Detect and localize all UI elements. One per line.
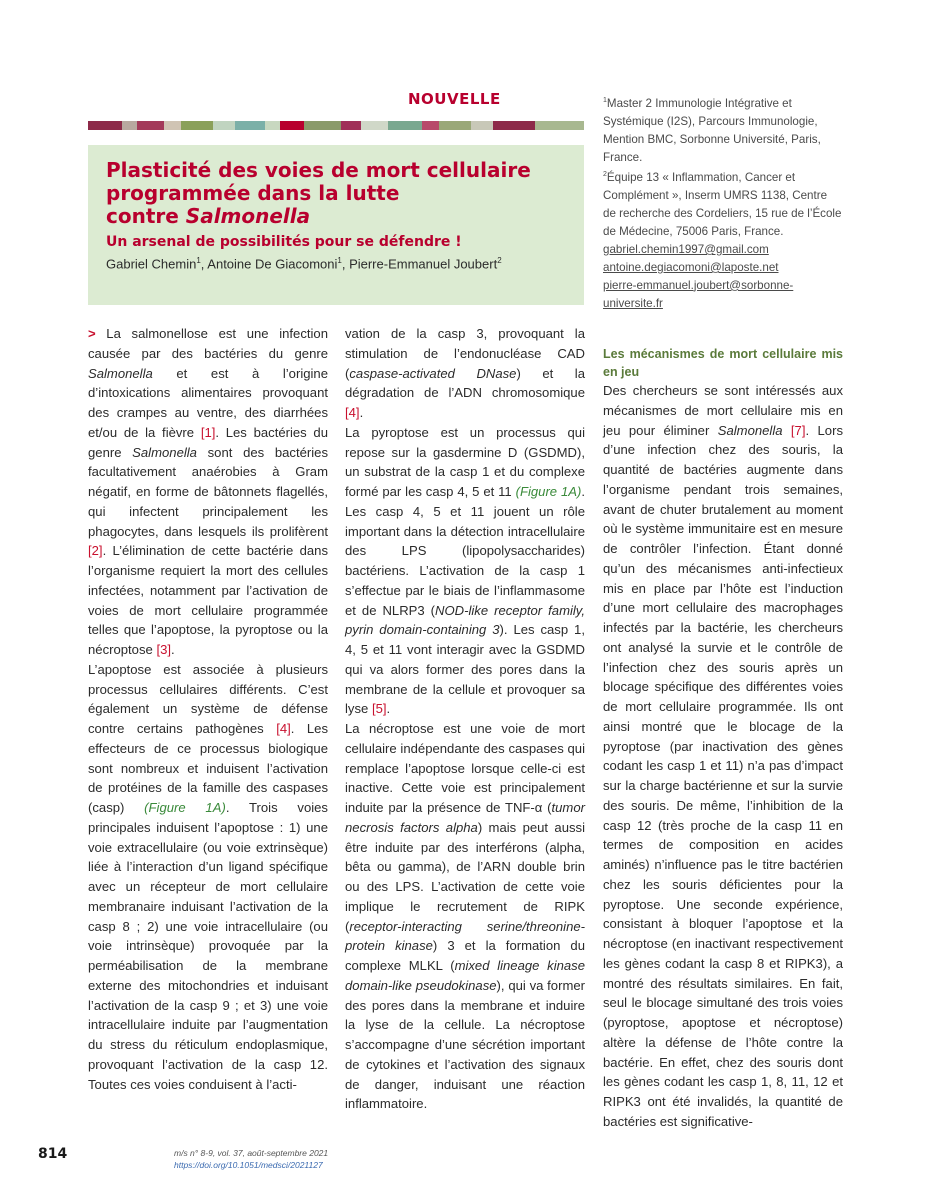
text-run: sont des bactéries facultativement anaérobies à Gram négatif, en forme de bâtonnets flagellés, qui infectent principalement les phagocytes, dans lesquels ils prolifèrent	[88, 444, 328, 539]
decorative-color-stripe	[88, 121, 584, 130]
text-run-italic: tumor necrosis factors alpha	[345, 800, 585, 835]
email-link[interactable]: gabriel.chemin1997@gmail.com	[603, 242, 769, 256]
citation-link[interactable]: [3]	[156, 642, 171, 657]
author-affiliation-marker: 2	[497, 256, 502, 265]
text-run: . L’élimination de cette bactérie dans l’organisme requiert la mort des cellules infectées, notamment par l’activation de voies de mort cellulaire programmée telles que l’apoptose, la pyroptose ou la nécroptose	[88, 543, 328, 657]
email-link[interactable]: antoine.degiacomoni@laposte.net	[603, 260, 779, 274]
text-run: .	[359, 405, 364, 420]
stripe-segment	[181, 121, 213, 130]
intro-arrow-icon: >	[88, 326, 96, 341]
figure-reference-link[interactable]: (Figure 1A)	[144, 800, 226, 815]
stripe-segment	[213, 121, 235, 130]
stripe-segment	[361, 121, 388, 130]
doi-link[interactable]: https://doi.org/10.1051/medsci/2021127	[174, 1160, 323, 1170]
stripe-segment	[137, 121, 164, 130]
figure-reference-link[interactable]: (Figure 1A)	[515, 484, 582, 499]
author-name: Gabriel Chemin	[106, 256, 197, 272]
author-list	[106, 256, 566, 271]
text-run: La salmonellose est une infection causée par des bactéries du genre	[88, 326, 328, 361]
stripe-segment	[422, 121, 439, 130]
journal-citation: m/s n° 8-9, vol. 37, août-septembre 2021	[174, 1148, 329, 1158]
paragraph	[345, 719, 585, 1114]
text-run: . Les bactéries du genre	[88, 424, 328, 460]
affiliation-2	[603, 166, 843, 240]
text-run: . Lors d’une infection chez des souris, la quantité de bactéries augmente dans l’organisme pendant trois semaines, avant de chuter brutalement au moment où le système immunitaire est en mesure de contrôler l’infection. Étant donné qu’un des mécanismes anti-infectieux mis en place par l’hôte est l’induction d’une mort cellulaire des macrophages infectés par la bactérie, les chercheurs ont analysé la survie et le contrôle de l’infection chez des souris après un blocage spécifique des différentes voies de mort cellulaire programmée. Ils ont ainsi montré que le blocage de la pyroptose (par inactivation des gènes codant les casp 1 et 11) n’a pas d’impact sur la charge bactérienne et sur la survie des souris. De même, l’inhibition de la casp 12 (très proche de la casp 11 en termes de composition en acides aminés) n’influence pas le titre bactérien chez les souris déficientes pour la pyroptose. Une seconde expérience, consistant à bloquer l’apoptose et la nécroptose (en inactivant respectivement les gènes codant la casp 8 et RIPK3), a montré des résultats similaires. En fait, seul le blocage simultané des trois voies (pyroptose, apoptose et nécroptose) altère la défense de l’hôte contre la bactérie. En effet, chez des souris dont les gènes codant les casp 1, 8, 11, 12 et RIPK3 ont été invalidés, la quantité de bactéries est significative-	[603, 422, 843, 1129]
title-line-3-italic: Salmonella	[185, 204, 311, 228]
affiliation-1	[603, 92, 843, 166]
text-run: ) 3 et la formation du complexe MLKL (	[345, 938, 585, 973]
text-run: ) mais peut aussi être induite par des interférons (alpha, bêta ou gamma), de l’ARN double brin ou des LPS. L’activation de cette voie implique le recrutement de RIPK (	[345, 819, 585, 934]
author-name: Pierre-Emmanuel Joubert	[349, 256, 498, 272]
title-line-2: programmée dans la lutte	[106, 181, 400, 205]
affiliation-marker: 2	[603, 171, 607, 179]
text-run-italic: NOD-like receptor family, pyrin domain-containing 3	[345, 602, 586, 638]
text-run: Des chercheurs se sont intéressés aux mécanismes de mort cellulaire mis en jeu pour éliminer	[603, 383, 843, 438]
text-run-italic: receptor-interacting serine/threonine-protein kinase	[345, 918, 585, 954]
stripe-segment	[265, 121, 280, 130]
text-run-italic: Salmonella	[88, 365, 153, 381]
title-line-1: Plasticité des voies de mort cellulaire	[106, 158, 531, 182]
stripe-segment	[493, 121, 535, 130]
stripe-segment	[535, 121, 584, 130]
stripe-segment	[341, 121, 361, 130]
affiliation-text: Équipe 13 « Inflammation, Cancer et Complément », Inserm UMRS 1138, Centre de recherche des Cordeliers, 15 rue de l’École de Médecine, 75006 Paris, France.	[603, 171, 842, 239]
author-separator: ,	[341, 256, 350, 272]
citation-link[interactable]: [4]	[345, 405, 360, 420]
paragraph	[345, 324, 585, 423]
text-run: vation de la casp 3, provoquant la stimulation de l’endonucléase CAD (	[345, 326, 585, 381]
text-run: . Les effecteurs de ce processus biologique sont nombreux et induisent l’activation de protéines de la famille des caspases (casp)	[88, 721, 328, 815]
citation-link[interactable]: [1]	[200, 424, 216, 440]
citation-link[interactable]: [4]	[276, 721, 291, 736]
author-affiliation-marker: 1	[196, 256, 201, 265]
text-column-2	[345, 324, 585, 1114]
paragraph	[88, 324, 328, 660]
text-run: .	[171, 642, 175, 657]
stripe-segment	[439, 121, 471, 130]
text-run: La pyroptose est un processus qui repose sur la gasdermine D (GSDMD), un substrat de la casp 1 et du complexe formé par les casp 4, 5 et 11	[345, 424, 585, 499]
text-column-3	[603, 346, 843, 1132]
stripe-segment	[304, 121, 341, 130]
title-block	[88, 145, 584, 305]
stripe-segment	[471, 121, 493, 130]
affiliations	[603, 92, 843, 313]
stripe-segment	[235, 121, 264, 130]
text-run: .	[386, 701, 391, 717]
text-run-italic: Salmonella	[717, 422, 783, 438]
stripe-segment	[122, 121, 137, 130]
text-run: . Les casp 4, 5 et 11 jouent un rôle important dans la détection intracellulaire des LPS (lipopolysaccharides) bactériens. L’activation de la casp 1 s’effectue par le biais de l’inflammasome et de NLRP3 (	[345, 484, 585, 618]
text-column-1	[88, 324, 328, 1094]
text-run: . Trois voies principales induisent l’apoptose : 1) une voie extracellulaire (ou voie extrinsèque) liée à l’interaction d’un ligand spécifique avec un récepteur de mort cellulaire membranaire induisant l’activation de la casp 8 ; 2) une voie intracellulaire (ou voie intrinsèque) provoquée par la perméabilisation de la membrane externe des mitochondries et induisant l’activation de la casp 9 ; et 3) une voie intracellulaire induite par l’augmentation du stress du réticulum endoplasmique, provoquant l’activation de la casp 12. Toutes ces voies conduisent à l’acti-	[88, 800, 328, 1092]
email-link[interactable]: pierre-emmanuel.joubert@sorbonne-universite.fr	[603, 278, 794, 310]
text-run-italic: caspase-activated DNase	[349, 365, 517, 381]
article-title	[106, 159, 566, 228]
affiliation-text: Master 2 Immunologie Intégrative et Systémique (I2S), Parcours Immunologie, Mention BMC, Sorbonne Université, Paris, France.	[603, 96, 821, 164]
text-run: ). Les casp 1, 4, 5 et 11 vont interagir avec la GSDMD qui va alors former des pores dans la membrane de la cellule et provoquer sa lyse	[345, 622, 585, 717]
citation-link[interactable]: [5]	[371, 701, 387, 717]
text-run-italic: mixed lineage kinase domain-like pseudokinase	[345, 958, 585, 993]
text-run: L’apoptose est associée à plusieurs processus cellulaires différents. C’est également un système de défense contre certains pathogènes	[88, 661, 328, 736]
stripe-segment	[280, 121, 305, 130]
citation-link[interactable]: [2]	[88, 543, 103, 559]
stripe-segment	[164, 121, 181, 130]
paragraph	[345, 423, 585, 719]
page-number: 814	[38, 1146, 68, 1162]
text-run: et est à l’origine d’intoxications alimentaires provoquant des crampes au ventre, des diarrhées et/ou de la fièvre	[88, 365, 328, 440]
article-subtitle: Un arsenal de possibilités pour se défendre !	[106, 234, 462, 250]
text-run: La nécroptose est une voie de mort cellulaire indépendante des caspases qui remplace l’apoptose lorsque celle-ci est inactive. Cette voie est principalement induite par la présence de TNF-α (	[345, 721, 585, 815]
text-run: ) et la dégradation de l’ADN chromosomique	[345, 365, 585, 401]
journal-footer	[174, 1147, 328, 1171]
paragraph	[603, 381, 843, 1132]
author-separator: ,	[200, 256, 208, 272]
citation-link[interactable]: [7]	[790, 422, 806, 438]
title-line-3-prefix: contre	[106, 204, 186, 228]
author-affiliation-marker: 1	[337, 256, 342, 265]
article-type-label: NOUVELLE	[408, 90, 501, 108]
stripe-segment	[88, 121, 122, 130]
section-heading: Les mécanismes de mort cellulaire mis en jeu	[603, 347, 843, 379]
stripe-segment	[388, 121, 422, 130]
text-run: ), qui va former des pores dans la membrane et induire la lyse de la cellule. La nécroptose s’accompagne d’une sécrétion important de cytokines et l’activation des signaux de danger, induisant une réaction inflammatoire.	[345, 977, 586, 1112]
affiliation-marker: 1	[603, 97, 607, 104]
paragraph	[88, 660, 328, 1095]
text-run	[783, 423, 791, 438]
author-name: Antoine De Giacomoni	[207, 256, 338, 272]
text-run-italic: Salmonella	[132, 444, 197, 460]
